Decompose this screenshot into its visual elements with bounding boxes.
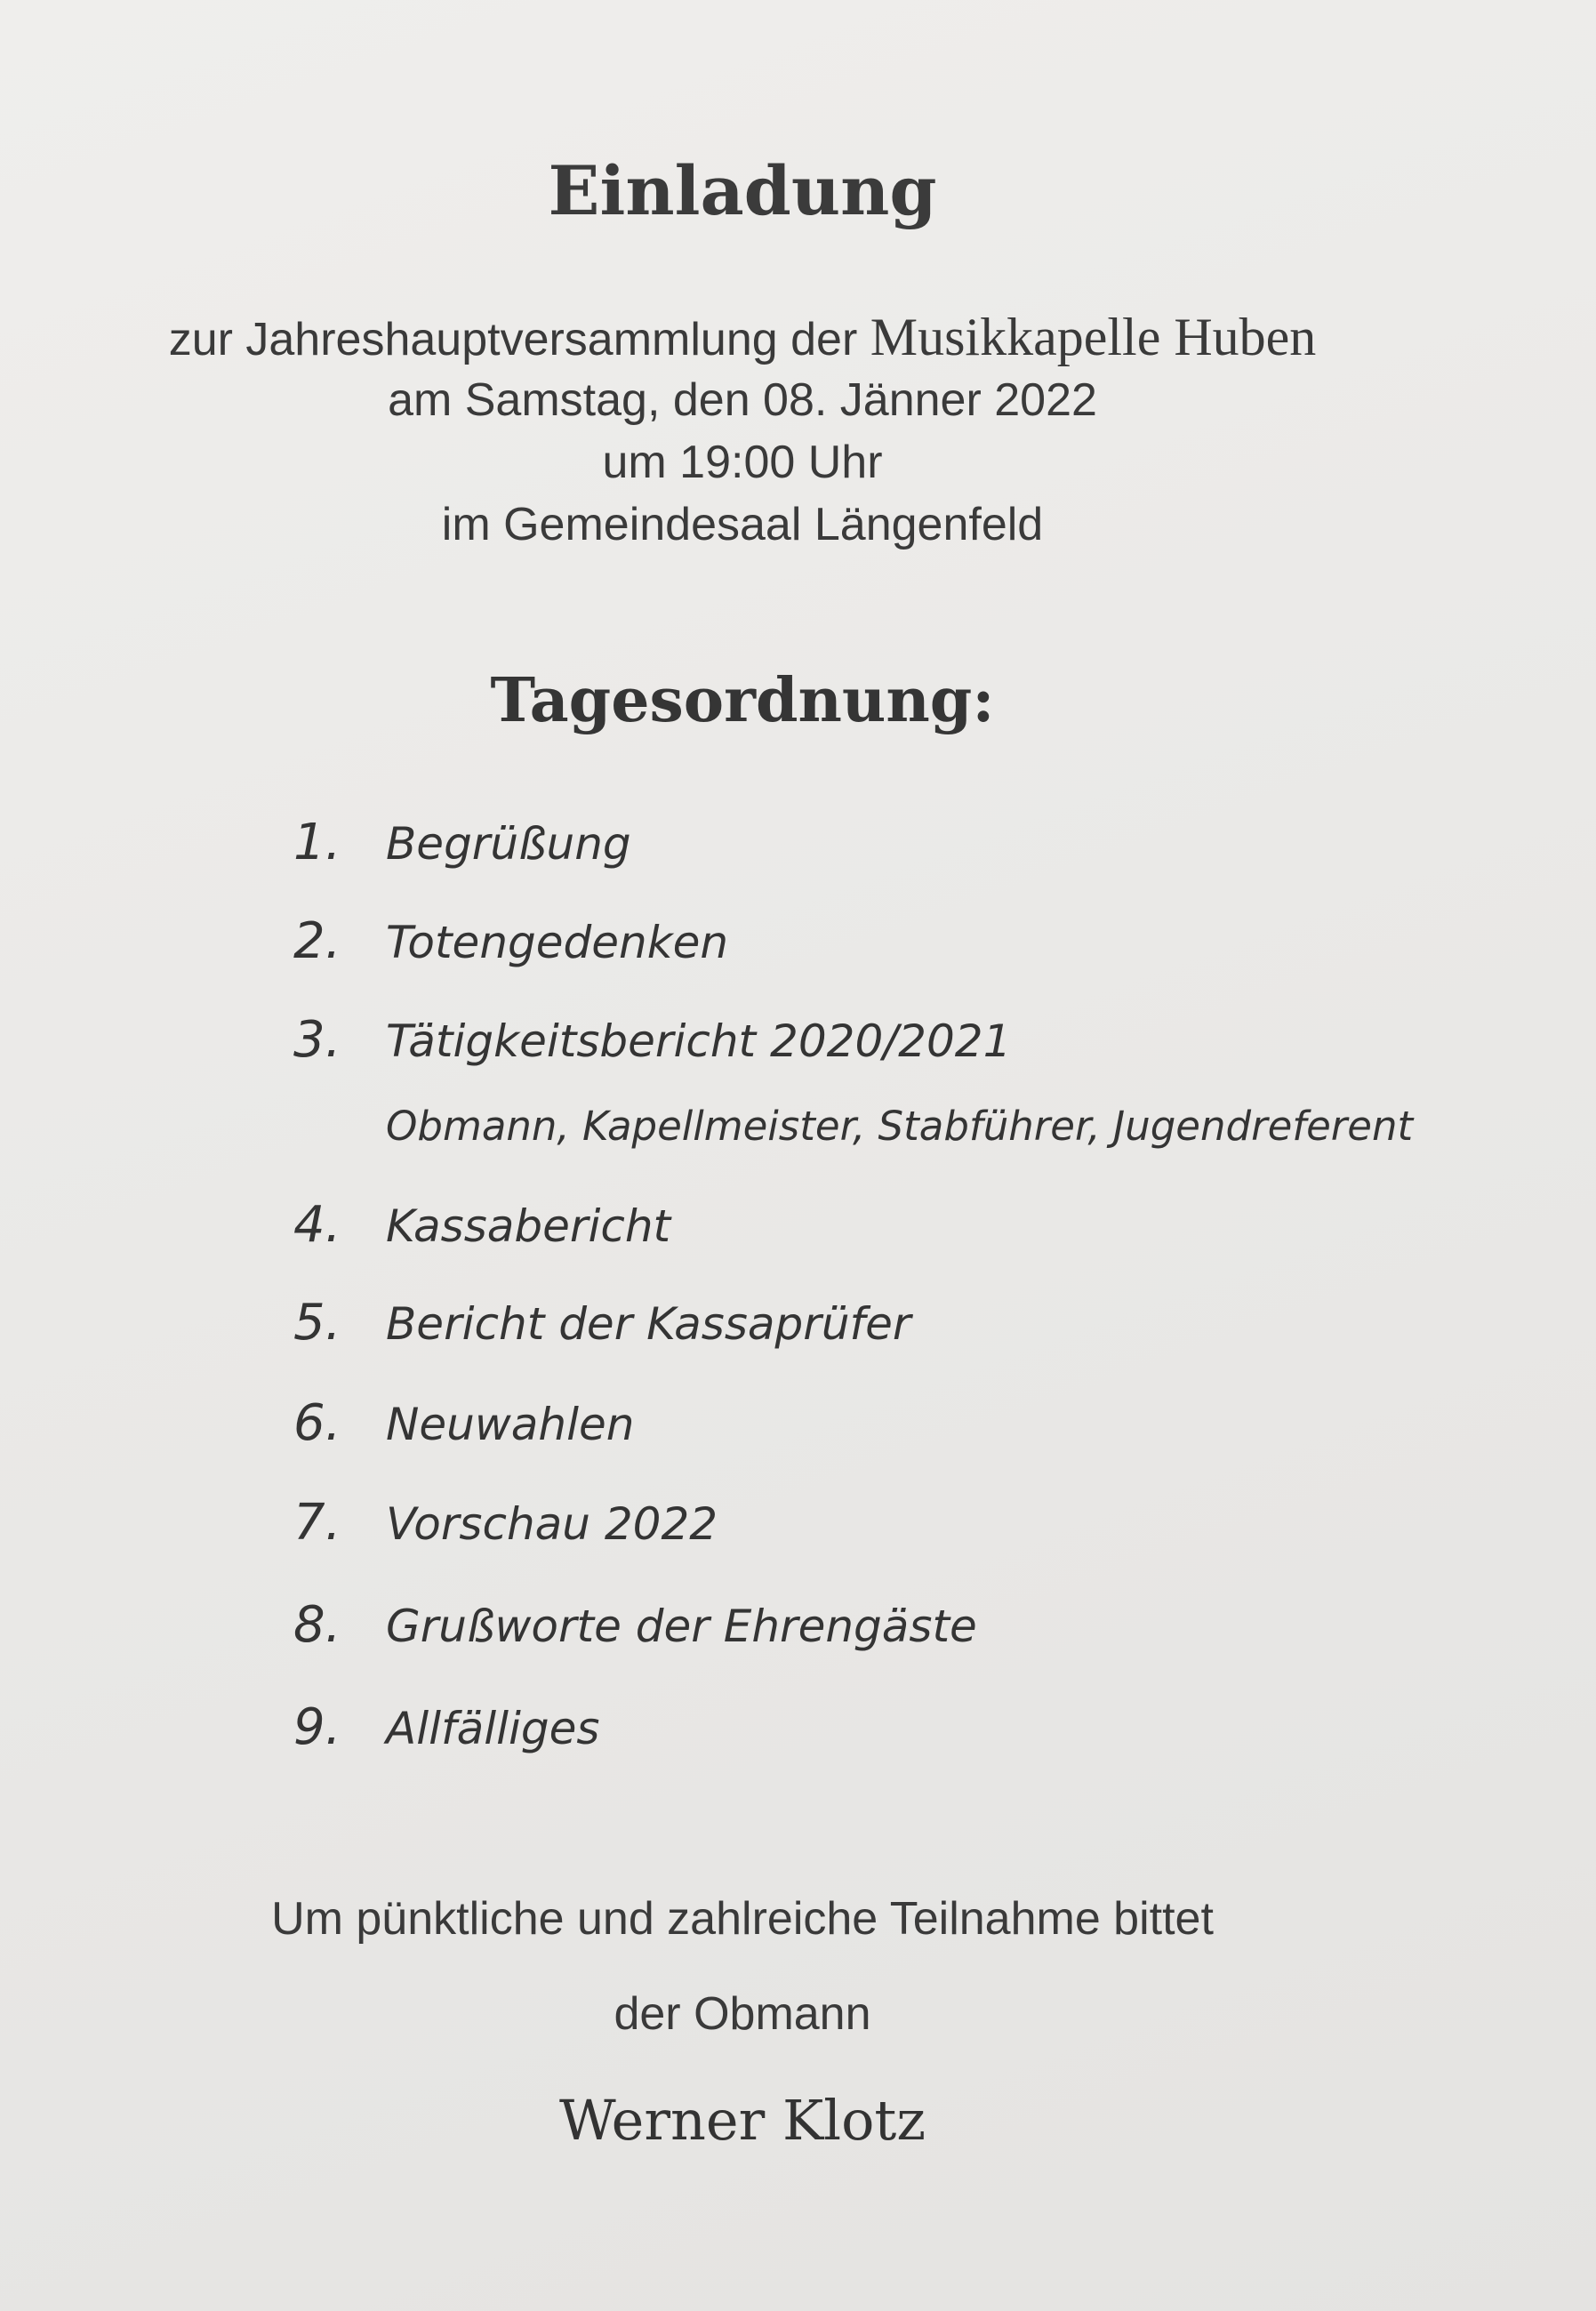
- agenda-item: [293, 1494, 718, 1552]
- agenda-item-text: Bericht der Kassaprüfer: [386, 1298, 911, 1350]
- agenda-item-text: Begrüßung: [386, 818, 631, 870]
- agenda-item-number: 9.: [293, 1698, 341, 1756]
- agenda-item-number: 4.: [293, 1196, 341, 1254]
- agenda-item: [293, 1011, 1011, 1069]
- agenda-item-text: Grußworte der Ehrengäste: [386, 1601, 977, 1652]
- intro-date: am Samstag, den 08. Jänner 2022: [388, 374, 1097, 426]
- agenda-item-text: Totengedenken: [386, 917, 729, 968]
- agenda-item-text: Tätigkeitsbericht 2020/2021: [386, 1015, 1012, 1067]
- agenda-item-number: 2.: [293, 912, 341, 970]
- closing-role: der Obmann: [614, 1988, 871, 2040]
- agenda-item: [293, 1294, 910, 1352]
- page-title: Einladung: [548, 151, 937, 230]
- agenda-item: [293, 814, 631, 871]
- agenda-item-number: 3.: [293, 1011, 341, 1069]
- agenda-item-subtext: Obmann, Kapellmeister, Stabführer, Jugendreferent: [386, 1103, 1414, 1150]
- agenda-item-number: 6.: [293, 1394, 341, 1452]
- agenda-item-text: Neuwahlen: [386, 1399, 635, 1450]
- closing-request: Um pünktliche und zahlreiche Teilnahme bittet: [271, 1893, 1214, 1945]
- agenda-item-number: 1.: [293, 814, 341, 871]
- agenda-item-number: 7.: [293, 1494, 341, 1552]
- agenda-item-number: 8.: [293, 1596, 341, 1654]
- agenda-item-text: Vorschau 2022: [386, 1498, 718, 1550]
- agenda-item: [293, 1394, 634, 1452]
- agenda-item: [293, 1698, 599, 1756]
- intro-location: im Gemeindesaal Längenfeld: [441, 499, 1044, 550]
- agenda-item-text: Allfälliges: [386, 1703, 600, 1754]
- intro-prefix: zur Jahreshauptversammlung der: [168, 314, 858, 365]
- signature-name: Werner Klotz: [558, 2088, 926, 2153]
- organization-name: Musikkapelle Huben: [870, 308, 1317, 366]
- agenda-title: Tagesordnung:: [490, 665, 995, 736]
- intro-time: um 19:00 Uhr: [602, 437, 883, 488]
- agenda-item: [293, 1196, 670, 1254]
- agenda-item: [293, 1596, 977, 1654]
- agenda-item: [293, 912, 728, 970]
- agenda-item-number: 5.: [293, 1294, 341, 1352]
- agenda-item-text: Kassabericht: [386, 1200, 671, 1252]
- intro-line-1: [0, 307, 1485, 368]
